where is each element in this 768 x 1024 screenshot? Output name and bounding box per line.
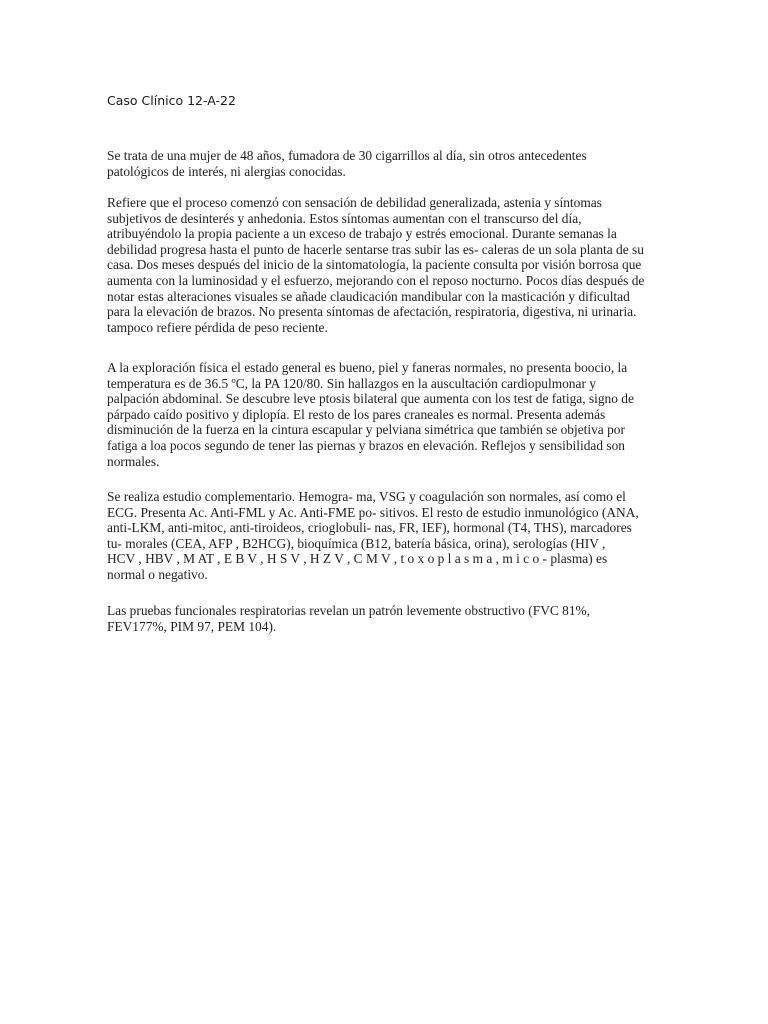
paragraph-complementary-study: Se realiza estudio complementario. Hemogra- ma, VSG y coagulación son normales, así como el ECG. Presenta Ac. Anti-FML y Ac. Anti-FME po- sitivos. El resto de estudio inmunológico (ANA, anti-LKM, anti-mitoc, anti-tiroideos, crioglobuli- nas, FR, IEF), hormonal (T4, THS), marcadores tu- morales (CEA, AFP , B2HCG), bioquímica (B12, batería básica, orina), serologías (HIV , HCV , HBV , M AT , E B V , H S V , H Z V , C M V , t o x o p l a s m a , m i c o - plasma) es normal o negativo. [107,489,639,582]
document-title: Caso Clínico 12-A-22 [107,93,236,108]
paragraph-physical-exam: A la exploración física el estado general es bueno, piel y faneras normales, no presenta boocio, la temperatura es de 36.5 ºC, la PA 120/80. Sin hallazgos en la auscultación cardiopulmonar y palpación abdominal. Se descubre leve ptosis bilateral que aumenta con los test de fatiga, signo de párpado caído positivo y diplopía. El resto de los pares craneales es normal. Presenta además disminución de la fuerza en la cintura escapular y pelviana simétrica que también se objetiva por fatiga a loa pocos segundo de tener las piernas y brazos en elevación. Reflejos y sensibilidad son normales. [107,360,634,469]
paragraph-respiratory-tests: Las pruebas funcionales respiratorias revelan un patrón levemente obstructivo (FVC 81%, FEV177%, PIM 97, PEM 104). [107,603,591,634]
paragraph-patient-history: Se trata de una mujer de 48 años, fumadora de 30 cigarrillos al día, sin otros antecedentes patológicos de interés, ni alergias conocidas. [107,148,587,179]
paragraph-symptoms: Refiere que el proceso comenzó con sensación de debilidad generalizada, astenia y síntomas subjetivos de desinterés y anhedonia. Estos síntomas aumentan con el transcurso del día, atribuyéndolo la propia paciente a un exceso de trabajo y estrés emocional. Durante semanas la debilidad progresa hasta el punto de hacerle sentarse tras subir las es- caleras de un sola planta de su casa. Dos meses después del inicio de la sintomatología, la paciente consulta por visión borrosa que aumenta con la luminosidad y el esfuerzo, mejorando con el reposo nocturno. Pocos días después de notar estas alteraciones visuales se añade claudicación mandibular con la masticación y dificultad para la elevación de brazos. No presenta síntomas de afectación, respiratoria, digestiva, ni urinaria. tampoco refiere pérdida de peso reciente. [107,195,645,335]
